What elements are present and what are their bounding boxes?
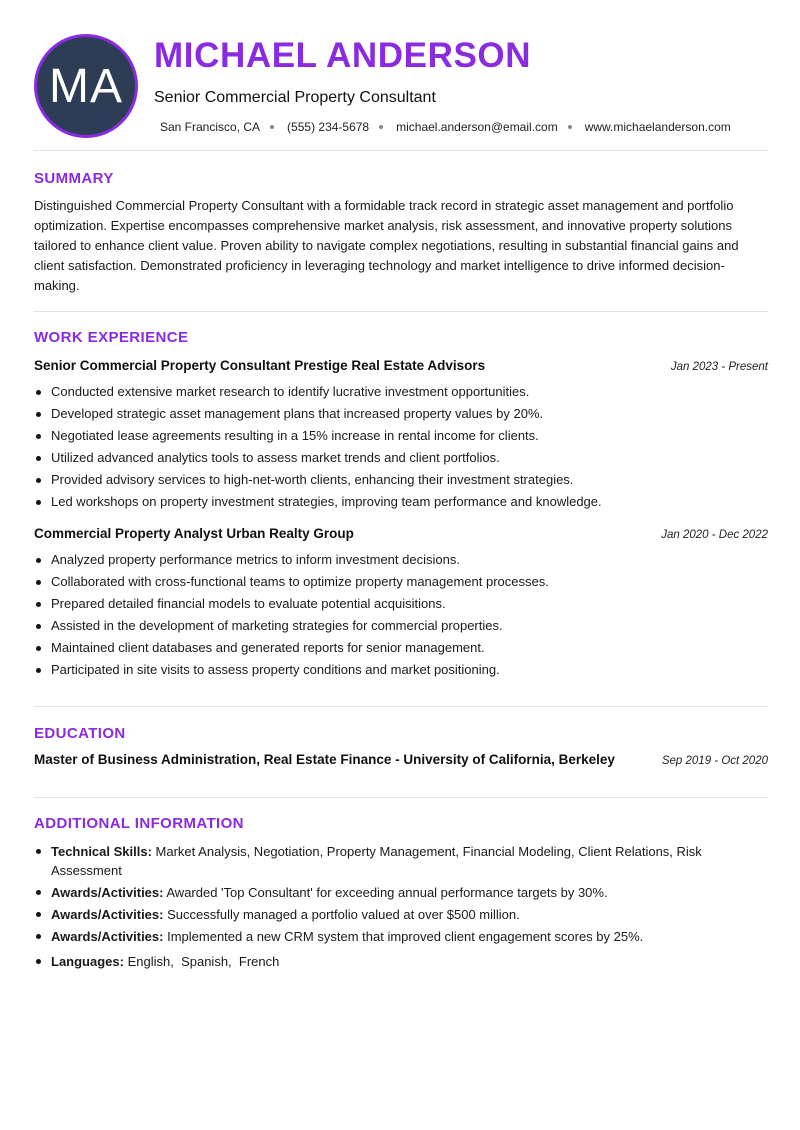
list-item: Maintained client databases and generated reports for senior management. <box>34 637 768 659</box>
list-item: Led workshops on property investment strategies, improving team performance and knowledge. <box>34 491 768 513</box>
list-item <box>34 952 768 971</box>
list-item: Collaborated with cross-functional teams to optimize property management processes. <box>34 571 768 593</box>
education-heading: EDUCATION <box>34 725 126 742</box>
additional-info-list <box>34 842 768 974</box>
info-value: Awarded 'Top Consultant' for exceeding annual performance targets by 30%. <box>166 885 608 900</box>
list-item <box>34 842 768 880</box>
list-item <box>34 905 768 924</box>
job-title: Commercial Property Analyst Urban Realty Group <box>34 526 354 541</box>
education-entry <box>34 752 768 767</box>
education-date: Sep 2019 - Oct 2020 <box>661 755 768 767</box>
contact-bar <box>160 120 731 134</box>
candidate-name: MICHAEL ANDERSON <box>154 36 532 75</box>
job-header <box>34 526 768 541</box>
separator-dot-icon <box>568 125 572 129</box>
list-item: Provided advisory services to high-net-worth clients, enhancing their investment strategies. <box>34 469 768 491</box>
candidate-headline: Senior Commercial Property Consultant <box>154 89 436 106</box>
contact-location: San Francisco, CA <box>160 120 261 134</box>
list-item: Utilized advanced analytics tools to assess market trends and client portfolios. <box>34 447 768 469</box>
contact-website[interactable]: www.michaelanderson.com <box>584 120 731 134</box>
contact-phone: (555) 234-5678 <box>287 120 370 134</box>
info-key: Awards/Activities: <box>51 907 164 922</box>
list-item: Analyzed property performance metrics to inform investment decisions. <box>34 549 768 571</box>
list-item <box>34 927 768 946</box>
list-item <box>34 883 768 902</box>
info-key: Awards/Activities: <box>51 885 164 900</box>
contact-email[interactable]: michael.anderson@email.com <box>396 120 558 134</box>
avatar-initials: MA <box>49 59 123 113</box>
list-item: Prepared detailed financial models to evaluate potential acquisitions. <box>34 593 768 615</box>
job-title: Senior Commercial Property Consultant Prestige Real Estate Advisors <box>34 358 486 373</box>
job-date: Jan 2020 - Dec 2022 <box>661 529 768 541</box>
list-item: Participated in site visits to assess property conditions and market positioning. <box>34 659 768 681</box>
info-value: Market Analysis, Negotiation, Property Management, Financial Modeling, Client Relations, Risk Assessment <box>51 844 702 878</box>
job-bullets <box>34 549 768 681</box>
list-item: Conducted extensive market research to identify lucrative investment opportunities. <box>34 381 768 403</box>
section-divider <box>34 797 768 798</box>
info-key: Languages: <box>51 954 124 969</box>
info-key: Awards/Activities: <box>51 929 164 944</box>
additional-info-heading: ADDITIONAL INFORMATION <box>34 815 244 832</box>
summary-heading: SUMMARY <box>34 170 114 187</box>
work-experience-heading: WORK EXPERIENCE <box>34 329 189 346</box>
section-divider <box>34 706 768 707</box>
separator-dot-icon <box>379 125 383 129</box>
info-value: Implemented a new CRM system that improved client engagement scores by 25%. <box>167 929 644 944</box>
info-value: Successfully managed a portfolio valued at over $500 million. <box>167 907 520 922</box>
section-divider <box>34 150 768 151</box>
list-item: Negotiated lease agreements resulting in a 15% increase in rental income for clients. <box>34 425 768 447</box>
separator-dot-icon <box>270 125 274 129</box>
info-value: English, Spanish, French <box>127 954 280 969</box>
job-bullets <box>34 381 768 513</box>
list-item: Assisted in the development of marketing strategies for commercial properties. <box>34 615 768 637</box>
section-divider <box>34 311 768 312</box>
info-key: Technical Skills: <box>51 844 152 859</box>
avatar <box>34 34 138 138</box>
job-header <box>34 358 768 373</box>
education-degree: Master of Business Administration, Real Estate Finance - University of California, Berkeley <box>34 752 615 767</box>
list-item: Developed strategic asset management plans that increased property values by 20%. <box>34 403 768 425</box>
summary-text: Distinguished Commercial Property Consultant with a formidable track record in strategic asset management and portfolio optimization. Expertise encompasses comprehensive market analysis, risk assessment, and innovative property solutions tailored to enhance client value. Proven ability to navigate complex negotiations, resulting in substantial financial gains and client satisfaction. Demonstrated proficiency in leveraging technology and market intelligence to drive informed decision-making. <box>34 198 739 293</box>
job-date: Jan 2023 - Present <box>670 361 768 373</box>
